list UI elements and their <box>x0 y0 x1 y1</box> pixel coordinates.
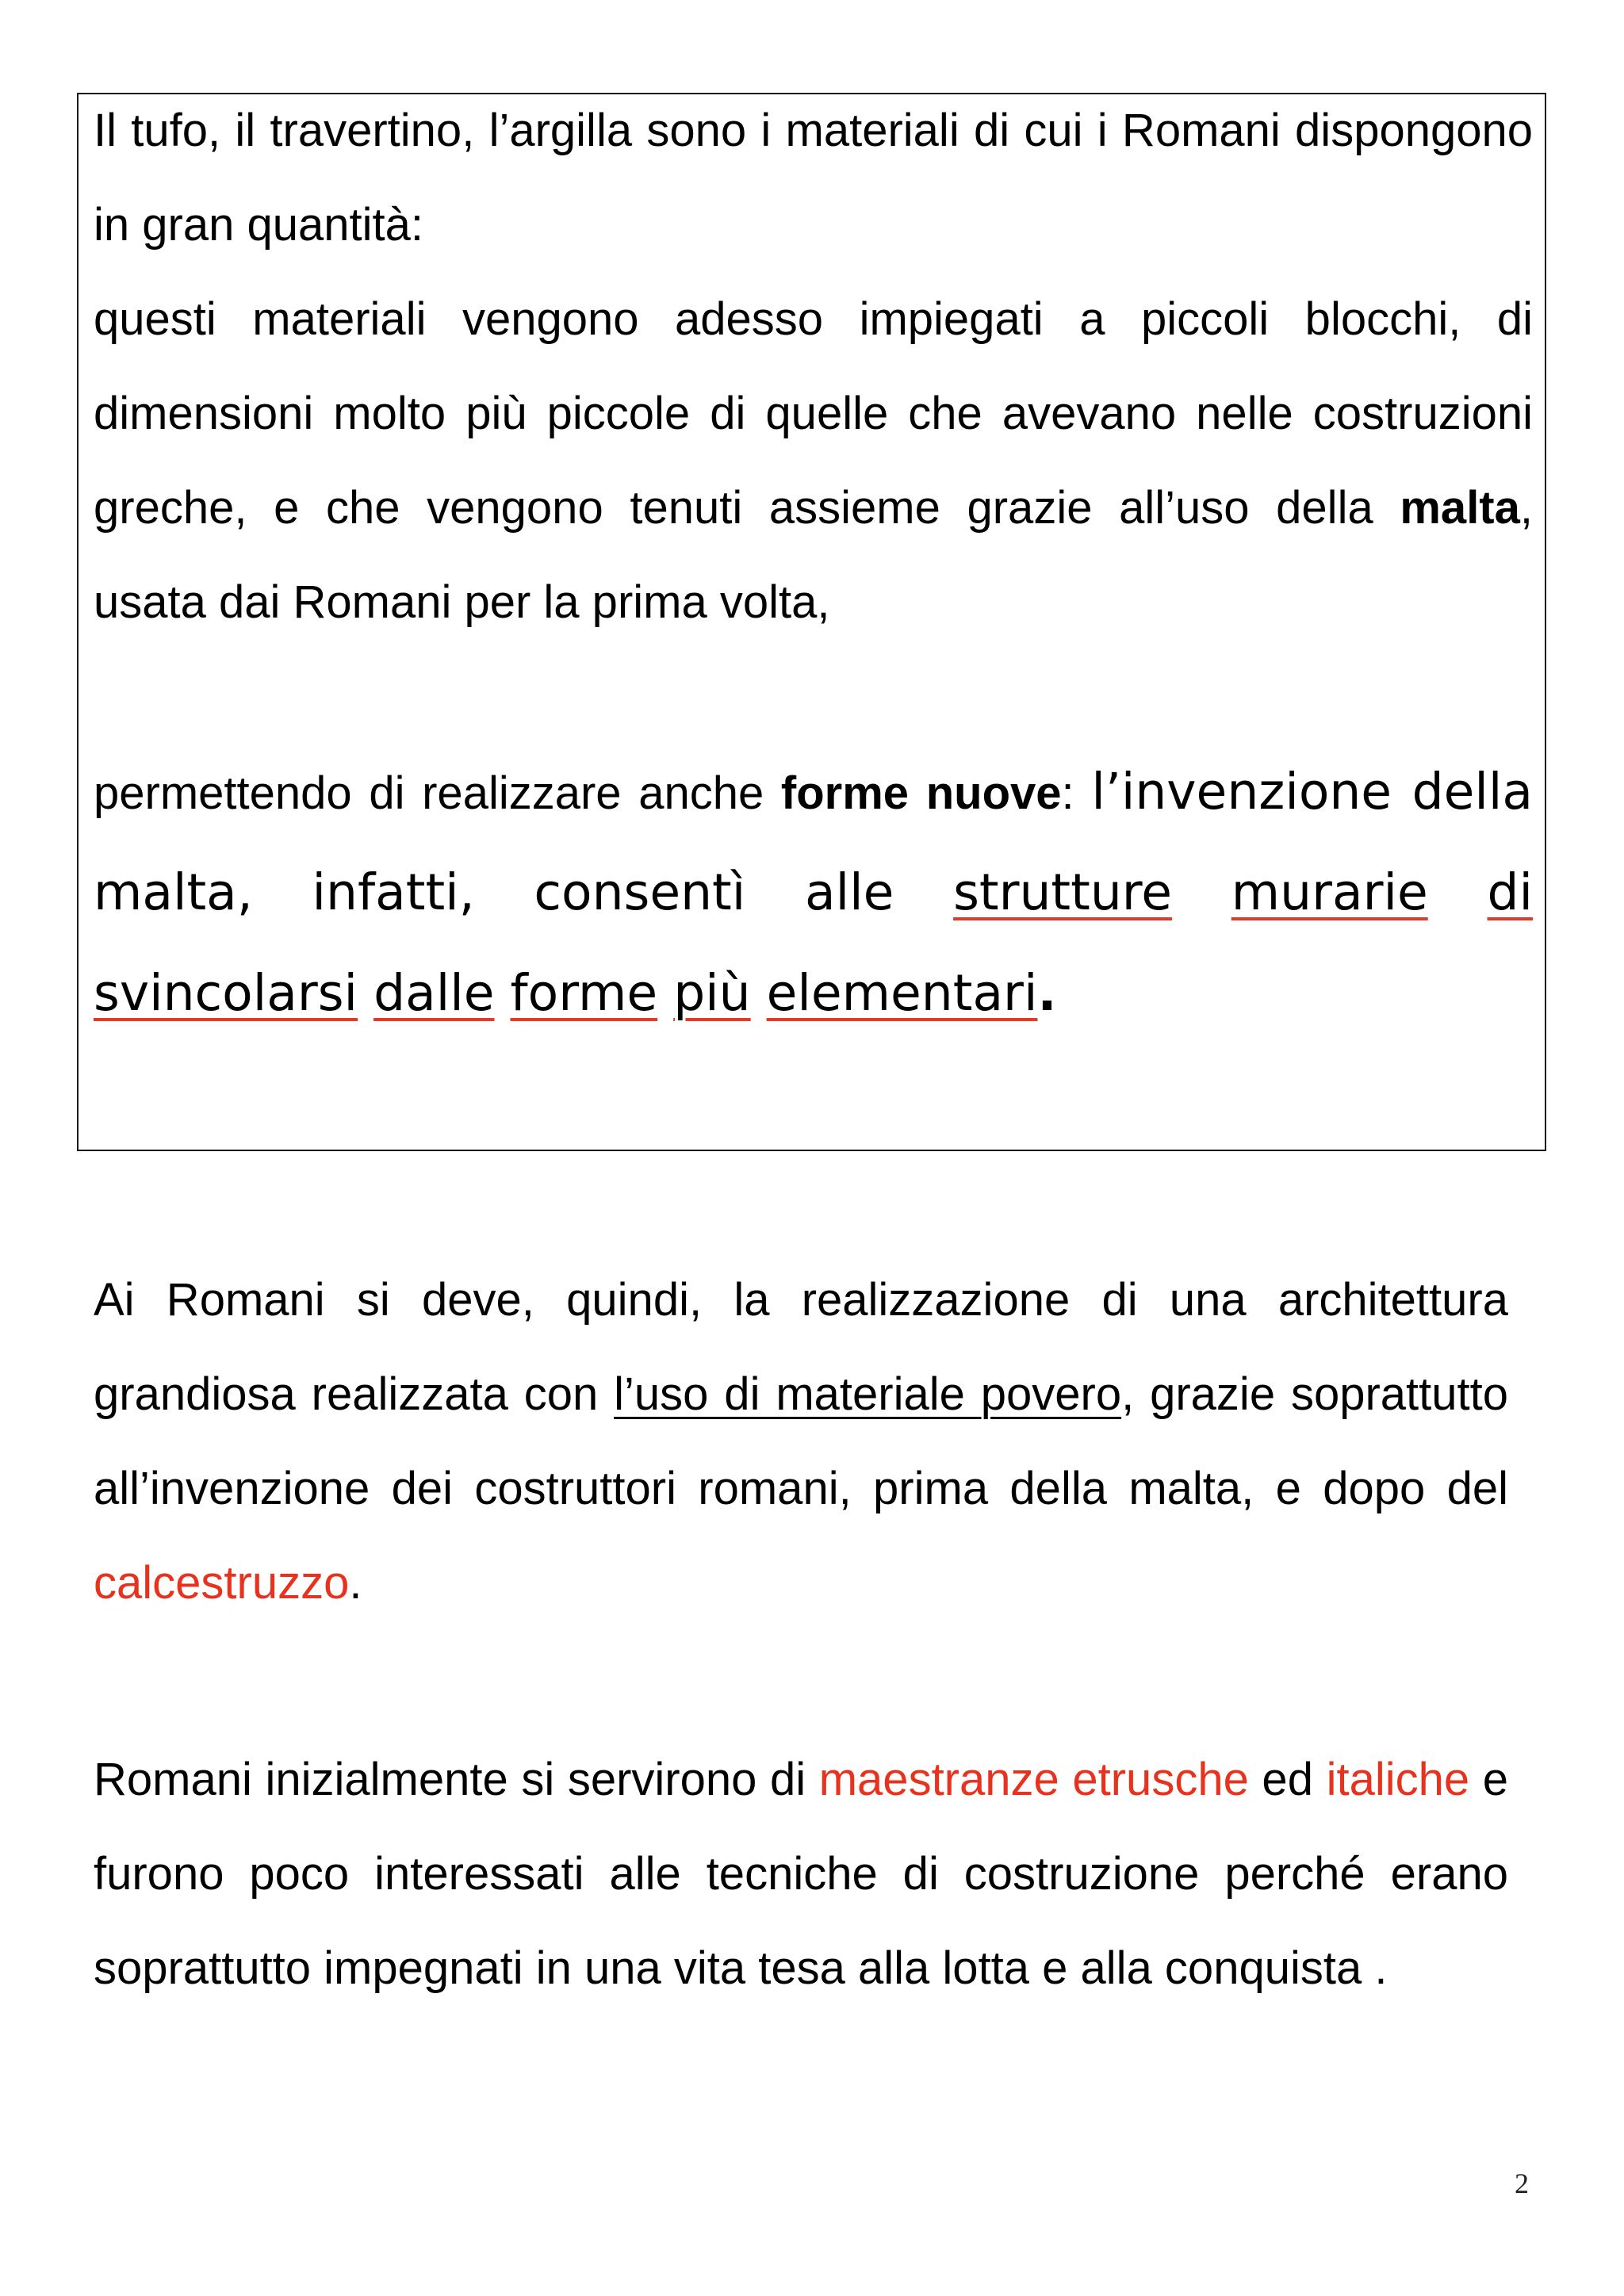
paragraph-materiali <box>94 83 1533 649</box>
text-period: . <box>1037 964 1057 1022</box>
word-elementari: elementari <box>766 964 1038 1022</box>
paragraph-maestranze <box>94 1732 1508 2015</box>
term-italiche: italiche <box>1326 1754 1470 1805</box>
text-period-2: . <box>349 1557 362 1609</box>
text-romani-inizialmente: Romani inizialmente si servirono di <box>94 1754 819 1805</box>
text-colon: : <box>1061 767 1074 819</box>
word-dalle: dalle <box>373 964 495 1022</box>
text-ed: ed <box>1248 1754 1327 1805</box>
page-number: 2 <box>1515 2168 1529 2199</box>
term-maestranze-etrusche: maestranze etrusche <box>818 1754 1249 1805</box>
word-forme: forme <box>510 964 658 1022</box>
paragraph-architettura <box>94 1253 1508 1630</box>
word-di: di <box>1487 863 1533 921</box>
text-prima-volta: , usata dai Romani per la prima volta, <box>94 482 1533 628</box>
term-materiale-povero: l’uso di materiale povero <box>614 1368 1122 1420</box>
term-malta: malta <box>1400 482 1520 534</box>
text-blocchi: questi materiali vengono adesso impiegati a piccoli blocchi, di dimensioni molto più piccole di quelle che avevano nelle costruzioni greche, e che vengono tenuti assieme grazie all’uso della <box>94 293 1533 534</box>
word-svincolarsi: svincolarsi <box>94 964 358 1022</box>
text-ai-romani: Ai Romani si deve, quindi, la realizzazione di una architettura grandiosa realizzata con <box>94 1274 1508 1420</box>
paragraph-forme-nuove <box>94 741 1533 1043</box>
text-invenzione-malta: l’invenzione della malta, infatti, consentì alle <box>94 763 1533 921</box>
word-piu: più <box>673 964 751 1022</box>
term-forme-nuove: forme nuove <box>780 767 1062 819</box>
word-murarie: murarie <box>1231 863 1428 921</box>
text-grazie: , grazie soprattutto all’invenzione dei costruttori romani, prima della malta, e dopo del <box>94 1368 1509 1514</box>
text-permettendo: permettendo di realizzare anche <box>94 767 781 819</box>
text-tecniche: e furono poco interessati alle tecniche di costruzione perché erano soprattutto impegnati in una vita tesa alla lotta e alla conquista . <box>94 1754 1508 1994</box>
term-calcestruzzo: calcestruzzo <box>94 1557 350 1609</box>
word-strutture: strutture <box>953 863 1173 921</box>
text-intro: Il tufo, il travertino, l’argilla sono i materiali di cui i Romani dispongono in gran quantità: <box>94 105 1533 251</box>
